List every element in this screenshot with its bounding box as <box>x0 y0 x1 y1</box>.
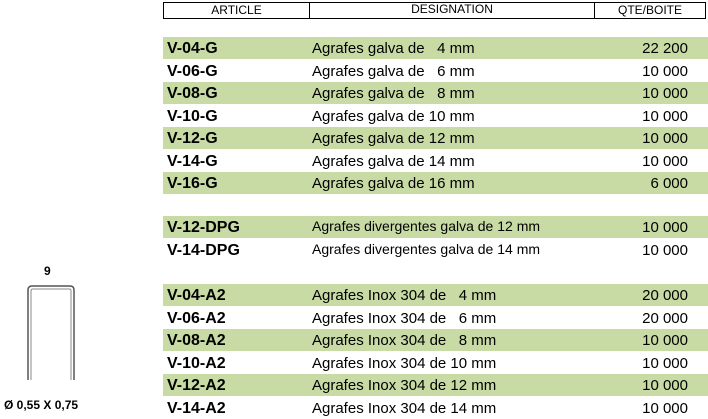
article-code: V-14-DPG <box>167 241 240 259</box>
table-row <box>163 60 708 82</box>
article-code: V-10-A2 <box>167 354 226 372</box>
table-row <box>163 397 708 419</box>
designation-cell: Agrafes galva de 12 mm <box>312 130 475 147</box>
designation-cell: Agrafes galva de 10 mm <box>312 107 475 125</box>
designation-cell: Agrafes divergentes galva de 12 mm <box>312 218 541 234</box>
table-row <box>163 374 708 396</box>
table-row <box>163 105 708 127</box>
table-row <box>163 239 708 261</box>
table-row <box>163 150 708 172</box>
quantity-cell: 10 000 <box>642 377 688 394</box>
article-code: V-04-G <box>167 40 218 57</box>
header-qte: QTE/BOITE <box>594 2 706 19</box>
designation-cell: Agrafes galva de 16 mm <box>312 175 475 192</box>
designation-cell: Agrafes galva de 6 mm <box>312 62 475 80</box>
table-row <box>163 172 708 194</box>
table-row <box>163 82 708 104</box>
quantity-cell: 10 000 <box>642 85 688 102</box>
table-row <box>163 307 708 329</box>
quantity-cell: 10 000 <box>642 62 688 80</box>
table-row <box>163 329 708 351</box>
quantity-cell: 10 000 <box>642 241 688 259</box>
article-code: V-06-A2 <box>167 309 226 327</box>
table-row <box>163 216 708 238</box>
quantity-cell: 6 000 <box>650 175 688 192</box>
designation-cell: Agrafes galva de 14 mm <box>312 152 475 170</box>
designation-cell: Agrafes galva de 8 mm <box>312 85 475 102</box>
quantity-cell: 20 000 <box>642 287 688 304</box>
quantity-cell: 10 000 <box>642 152 688 170</box>
quantity-cell: 20 000 <box>642 309 688 327</box>
article-code: V-12-DPG <box>167 219 240 236</box>
quantity-cell: 22 200 <box>642 40 688 57</box>
designation-cell: Agrafes divergentes galva de 14 mm <box>312 240 541 257</box>
quantity-cell: 10 000 <box>642 399 688 417</box>
staple-width-label: 9 <box>44 264 51 278</box>
designation-cell: Agrafes Inox 304 de 4 mm <box>312 287 497 304</box>
designation-cell: Agrafes Inox 304 de 10 mm <box>312 354 497 372</box>
quantity-cell: 10 000 <box>642 107 688 125</box>
article-code: V-06-G <box>167 62 218 80</box>
designation-cell: Agrafes Inox 304 de 12 mm <box>312 377 497 394</box>
article-code: V-14-G <box>167 152 218 170</box>
staple-diagram-icon <box>22 282 82 382</box>
article-code: V-10-G <box>167 107 218 125</box>
article-code: V-04-A2 <box>167 287 226 304</box>
article-code: V-12-A2 <box>167 377 226 394</box>
quantity-cell: 10 000 <box>642 332 688 349</box>
designation-cell: Agrafes Inox 304 de 14 mm <box>312 399 497 417</box>
article-code: V-08-A2 <box>167 332 226 349</box>
header-designation: DESIGNATION <box>309 2 595 19</box>
designation-cell: Agrafes Inox 304 de 8 mm <box>312 332 497 349</box>
quantity-cell: 10 000 <box>642 130 688 147</box>
staple-dimension-label: Ø 0,55 X 0,75 <box>4 398 79 412</box>
designation-cell: Agrafes Inox 304 de 6 mm <box>312 309 497 327</box>
table-row <box>163 352 708 374</box>
article-code: V-12-G <box>167 130 218 147</box>
table-row <box>163 37 708 59</box>
quantity-cell: 10 000 <box>642 219 688 236</box>
table-row <box>163 127 708 149</box>
designation-cell: Agrafes galva de 4 mm <box>312 40 475 57</box>
quantity-cell: 10 000 <box>642 354 688 372</box>
article-code: V-14-A2 <box>167 399 226 417</box>
article-code: V-16-G <box>167 175 218 192</box>
article-code: V-08-G <box>167 85 218 102</box>
header-article: ARTICLE <box>163 2 310 19</box>
table-row <box>163 284 708 306</box>
